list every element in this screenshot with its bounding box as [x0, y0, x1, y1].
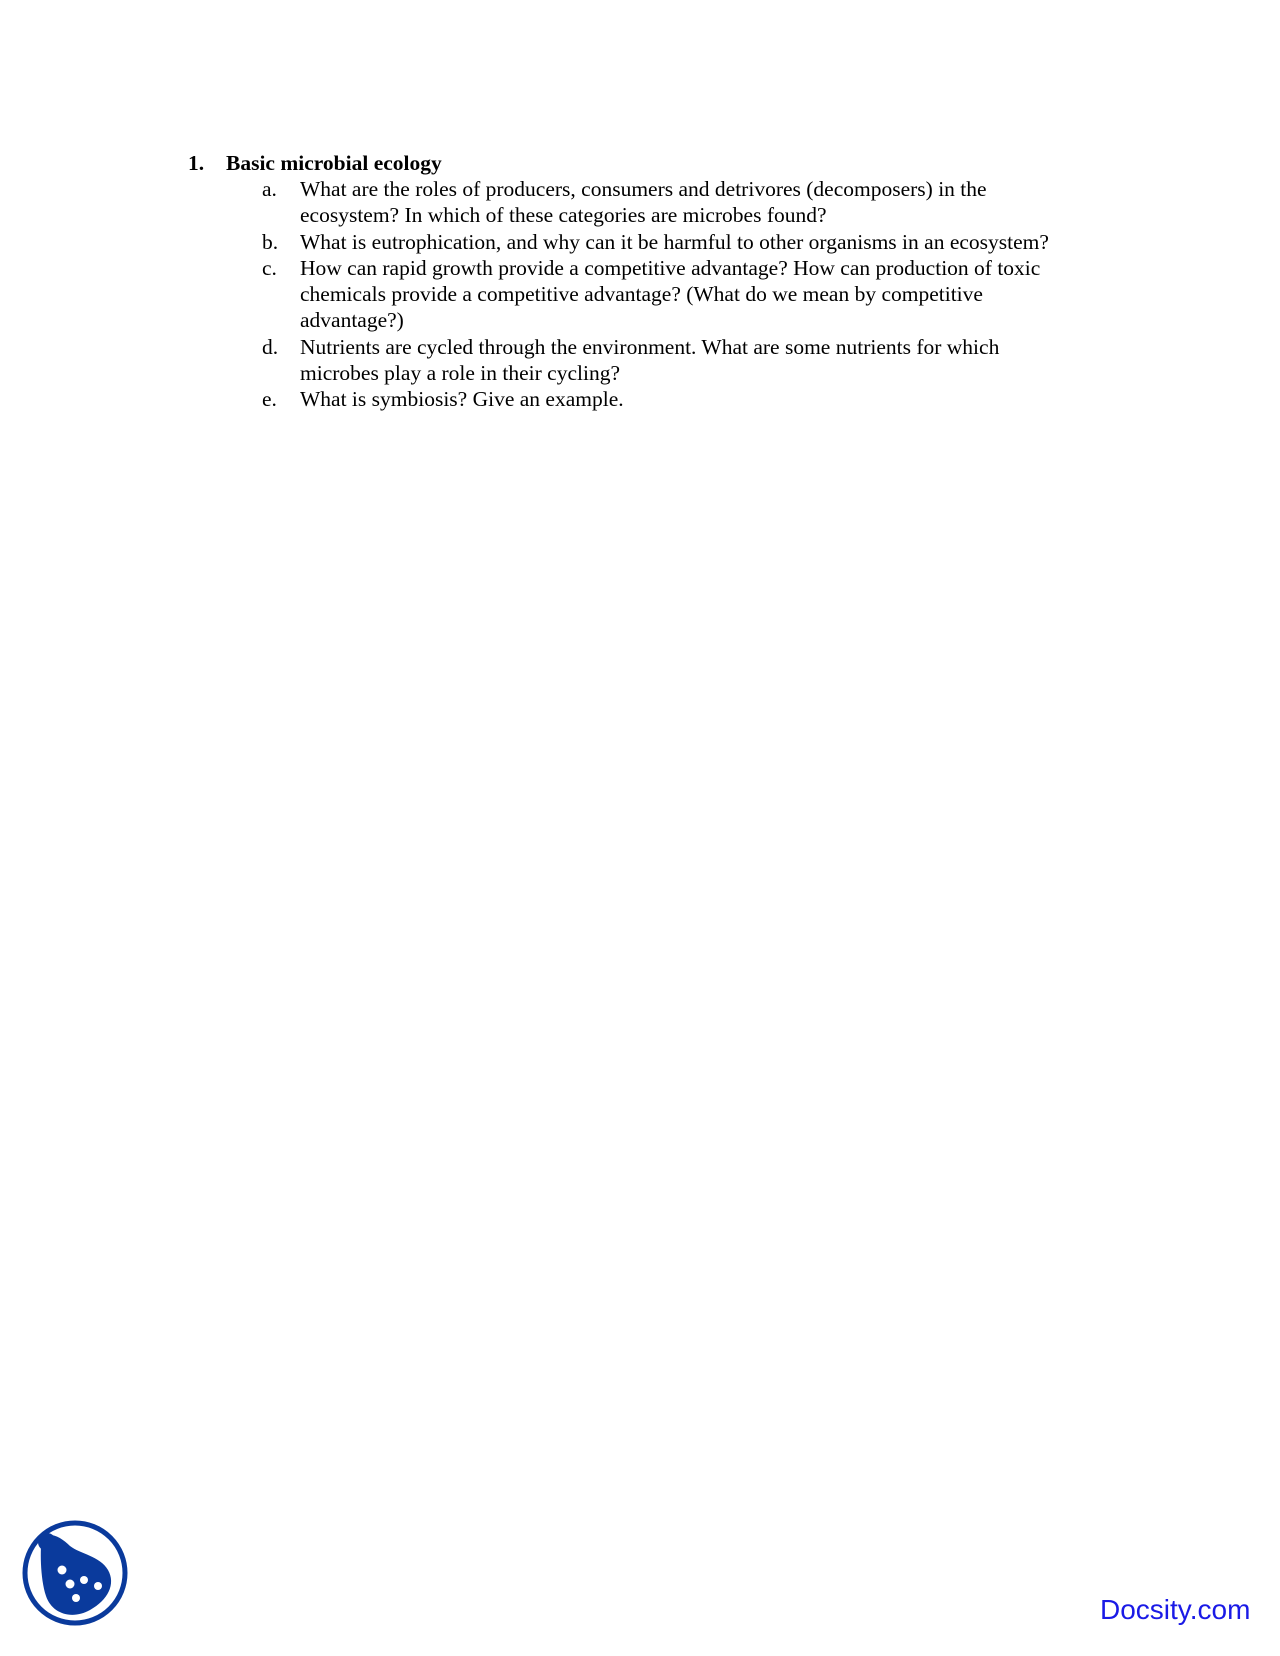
question-text-line: ecosystem? In which of these categories are microbes found?	[300, 203, 827, 228]
question-text-line: How can rapid growth provide a competitive advantage? How can production of toxic	[300, 255, 1041, 280]
question-list	[262, 176, 1212, 413]
question-text-line: microbes play a role in their cycling?	[300, 361, 620, 386]
question-letter: a.	[262, 177, 277, 201]
question-item-e	[262, 386, 1212, 412]
docsity-brand-link[interactable]: Docsity.com	[1100, 1594, 1251, 1625]
section-heading	[188, 150, 442, 176]
question-text-line: Nutrients are cycled through the environment. What are some nutrients for which	[300, 334, 1000, 359]
question-item-c	[262, 255, 1212, 334]
question-letter: e.	[262, 387, 277, 412]
docsity-logo-icon[interactable]	[20, 1518, 130, 1628]
question-item-b	[262, 229, 1212, 255]
question-text-line: What are the roles of producers, consumers and detrivores (decomposers) in the	[300, 177, 987, 201]
question-item-d	[262, 334, 1212, 387]
question-letter: c.	[262, 255, 277, 280]
question-text-line: What is eutrophication, and why can it be harmful to other organisms in an ecosystem?	[300, 229, 1049, 254]
question-text-line: What is symbiosis? Give an example.	[300, 387, 624, 412]
question-text-line: advantage?)	[300, 308, 404, 333]
question-letter: d.	[262, 334, 279, 359]
question-text-line: chemicals provide a competitive advantage? (What do we mean by competitive	[300, 282, 983, 307]
docsity-logo-svg	[20, 1518, 130, 1628]
section-title: Basic microbial ecology	[226, 151, 442, 175]
question-letter: b.	[262, 229, 279, 254]
question-item-a	[262, 176, 1212, 229]
section-number: 1.	[188, 151, 205, 175]
